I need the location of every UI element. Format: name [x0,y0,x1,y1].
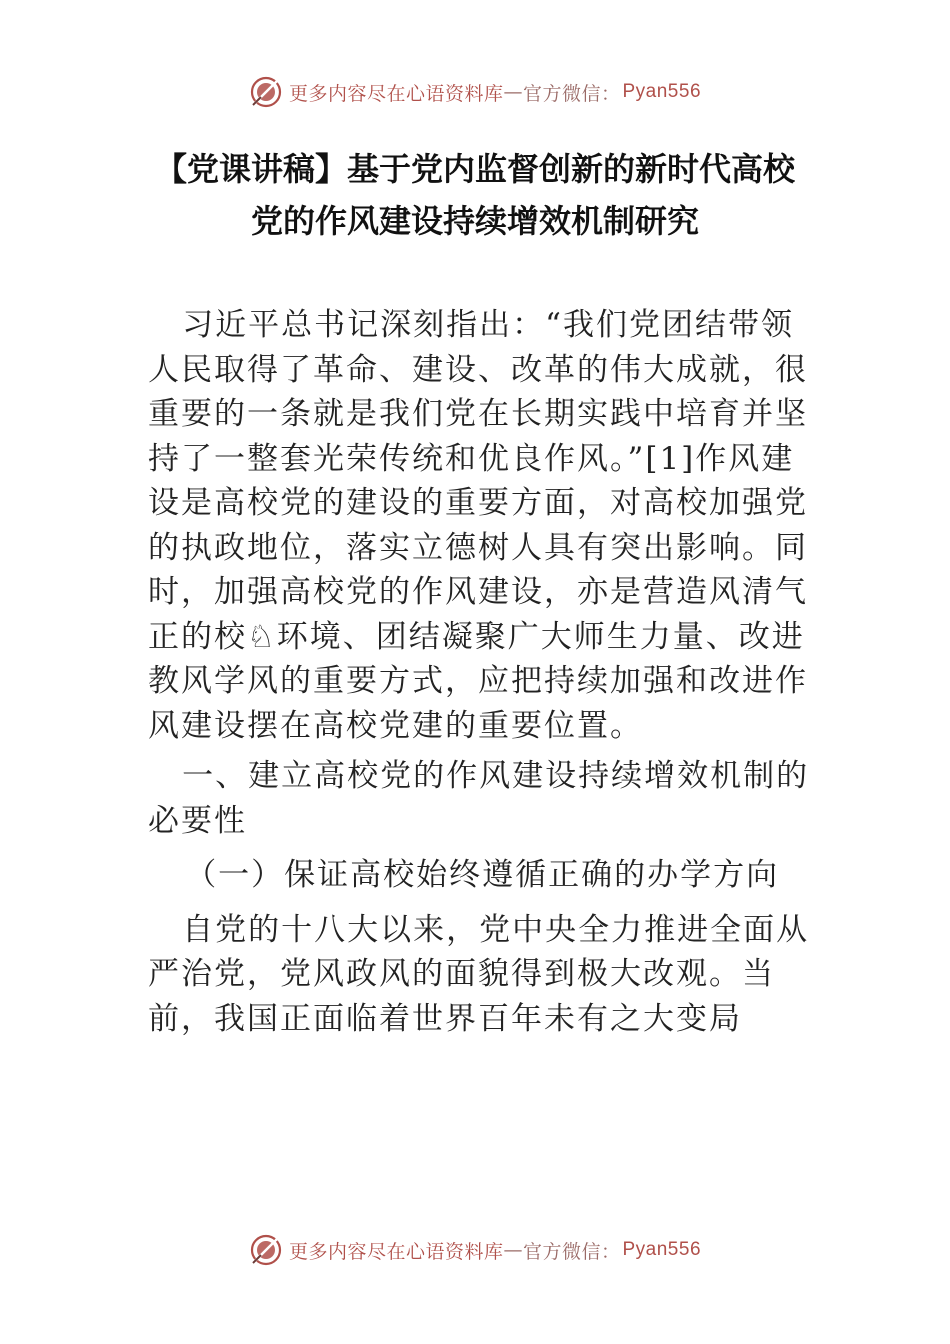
document-title [100,143,850,247]
body-paragraph: 习近平总书记深刻指出：“我们党团结带领人民取得了革命、建设、改革的伟大成就，很重要的一条就是我们党在长期实践中培育并坚持了一整套光荣传统和优良作风。”[1]作风建设是高校党的建设的重要方面，对高校加强党的执政地位，落实立德树人具有突出影响。同时，加强高校党的作风建设，亦是营造风清气正的校♘环境、团结凝聚广大师生力量、改进教风学风的重要方式，应把持续加强和改进作风建设摆在高校党建的重要位置。 [148,307,808,744]
watermark-official-text: 官方微信： [522,82,621,105]
document-body [148,303,818,1041]
watermark-link-text[interactable]: 更多内容尽在心语资料库 [288,1240,504,1263]
watermark-footer [0,1230,950,1270]
body-paragraph: 自党的十八大以来，党中央全力推进全面从严治党，党风政风的面貌得到极大改观。当前，我国正面临着世界百年未有之大变局 [148,911,810,1037]
title-line-1: 【党课讲稿】基于党内监督创新的新时代高校 [154,150,795,188]
watermark-official-text: 官方微信： [522,1240,621,1263]
watermark-separator: — [503,1239,523,1261]
title-line-2: 党的作风建设持续增效机制研究 [250,202,699,240]
logo-icon [249,75,283,109]
watermark-link-text[interactable]: 更多内容尽在心语资料库 [288,82,504,105]
subsection-heading: （一）保证高校始终遵循正确的办学方向 [185,857,780,893]
watermark-handle: Pyan556 [622,1239,702,1260]
watermark-handle: Pyan556 [622,81,702,102]
logo-icon [249,1233,283,1267]
watermark-separator: — [503,81,523,103]
section-heading: 一、建立高校党的作风建设持续增效机制的必要性 [148,758,810,839]
watermark-header [0,72,950,112]
